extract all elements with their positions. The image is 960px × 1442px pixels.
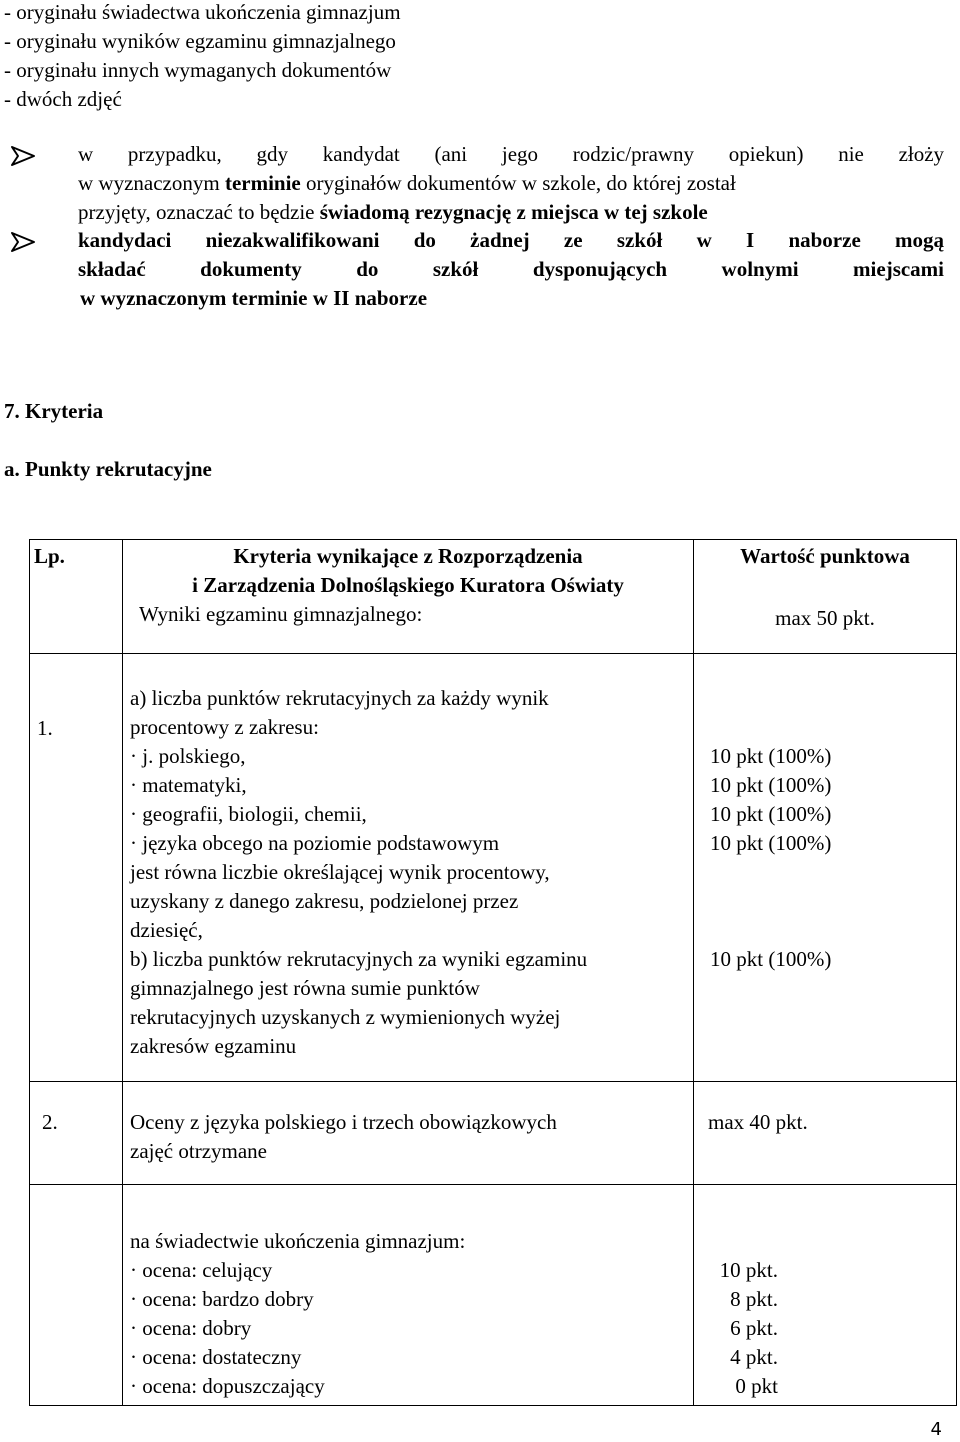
criteria-line: · matematyki, — [130, 773, 247, 797]
value-line: 10 pkt (100%) — [710, 947, 832, 971]
lp-cell — [30, 1082, 123, 1185]
value-line: 10 pkt (100%) — [710, 773, 832, 797]
value-line: 8 pkt. — [730, 1287, 778, 1311]
criteria-header-line1: Kryteria wynikające z Rozporządzenia — [233, 544, 583, 568]
criteria-line: dziesięć, — [130, 918, 203, 942]
table-header-row — [30, 540, 957, 654]
criteria-line: · ocena: dopuszczający — [130, 1374, 325, 1398]
criteria-cell — [123, 654, 694, 1082]
bullet2-line1: kandydaci niezakwalifikowani do żadnej ze szkół w I naborze mogą — [78, 228, 945, 252]
criteria-line: a) liczba punktów rekrutacyjnych za każdy wynik — [130, 686, 549, 710]
intro-list-item: - dwóch zdjęć — [4, 87, 122, 111]
criteria-line: gimnazjalnego jest równa sumie punktów — [130, 976, 480, 1000]
lp-header: Lp. — [34, 544, 65, 568]
intro-list-item: - oryginału innych wymaganych dokumentów — [4, 58, 392, 82]
criteria-line: na świadectwie ukończenia gimnazjum: — [130, 1229, 466, 1253]
value-line: 0 pkt — [735, 1374, 778, 1398]
criteria-line: procentowy z zakresu: — [130, 715, 319, 739]
criteria-line: uzyskany z danego zakresu, podzielonej przez — [130, 889, 519, 913]
criteria-line: · języka obcego na poziomie podstawowym — [130, 831, 500, 855]
value-line: 6 pkt. — [730, 1316, 778, 1340]
criteria-line: · j. polskiego, — [130, 744, 246, 768]
criteria-line: jest równa liczbie określającej wynik procentowy, — [130, 860, 550, 884]
intro-list-item: - oryginału wyników egzaminu gimnazjalnego — [4, 29, 396, 53]
value-line: 4 pkt. — [730, 1345, 778, 1369]
criteria-line: · geografii, biologii, chemii, — [130, 802, 367, 826]
lp-header-cell — [30, 540, 123, 654]
criteria-header-line3: Wyniki egzaminu gimnazjalnego: — [139, 602, 423, 626]
bullet1-line3: przyjęty, oznaczać to będzie świadomą rezygnację z miejsca w tej szkole — [78, 200, 708, 224]
criteria-line: · ocena: dostateczny — [130, 1345, 302, 1369]
criteria-header-cell — [123, 540, 694, 654]
intro-list-item: - oryginału świadectwa ukończenia gimnazjum — [4, 0, 401, 24]
bullet2-line3: w wyznaczonym terminie w II naborze — [80, 286, 428, 310]
section-heading: 7. Kryteria — [4, 399, 104, 423]
value-line: 10 pkt (100%) — [710, 802, 832, 826]
criteria-line: · ocena: bardzo dobry — [130, 1287, 314, 1311]
criteria-header-line2: i Zarządzenia Dolnośląskiego Kuratora Oświaty — [192, 573, 624, 597]
arrow-bullet-icon — [4, 231, 42, 253]
table-row — [30, 1185, 957, 1406]
row-number: 1. — [37, 716, 53, 740]
table-row — [30, 654, 957, 1082]
value-line: 10 pkt (100%) — [710, 744, 832, 768]
arrow-bullet-icon — [4, 145, 42, 167]
value-header-title: Wartość punktowa — [740, 544, 910, 568]
value-cell — [694, 654, 957, 1082]
page-number: 4 — [930, 1419, 942, 1440]
value-line: 10 pkt (100%) — [710, 831, 832, 855]
criteria-line: Oceny z języka polskiego i trzech obowiązkowych — [130, 1110, 557, 1134]
value-cell — [694, 1185, 957, 1406]
subsection-heading: a. Punkty rekrutacyjne — [4, 457, 212, 481]
bullet1-line1: w przypadku, gdy kandydat (ani jego rodzic/prawny opiekun) nie złoży — [78, 142, 945, 166]
criteria-cell — [123, 1185, 694, 1406]
criteria-line: · ocena: celujący — [130, 1258, 273, 1282]
criteria-cell — [123, 1082, 694, 1185]
lp-cell — [30, 654, 123, 1082]
value-header-cell — [694, 540, 957, 654]
bullet1-line2: w wyznaczonym terminie oryginałów dokumentów w szkole, do której został — [78, 171, 736, 195]
row-number: 2. — [42, 1110, 58, 1134]
value-line: 10 pkt. — [719, 1258, 778, 1282]
lp-cell — [30, 1185, 123, 1406]
criteria-line: zakresów egzaminu — [130, 1034, 297, 1058]
value-header-max: max 50 pkt. — [775, 606, 875, 630]
value-line: max 40 pkt. — [708, 1110, 808, 1134]
bullet2-line2: składać dokumenty do szkół dysponujących wolnymi miejscami — [78, 257, 945, 281]
criteria-line: b) liczba punktów rekrutacyjnych za wyniki egzaminu — [130, 947, 588, 971]
criteria-line: zajęć otrzymane — [130, 1139, 267, 1163]
value-cell — [694, 1082, 957, 1185]
criteria-line: rekrutacyjnych uzyskanych z wymienionych wyżej — [130, 1005, 561, 1029]
table-row — [30, 1082, 957, 1185]
criteria-line: · ocena: dobry — [130, 1316, 252, 1340]
criteria-table — [29, 539, 957, 1406]
